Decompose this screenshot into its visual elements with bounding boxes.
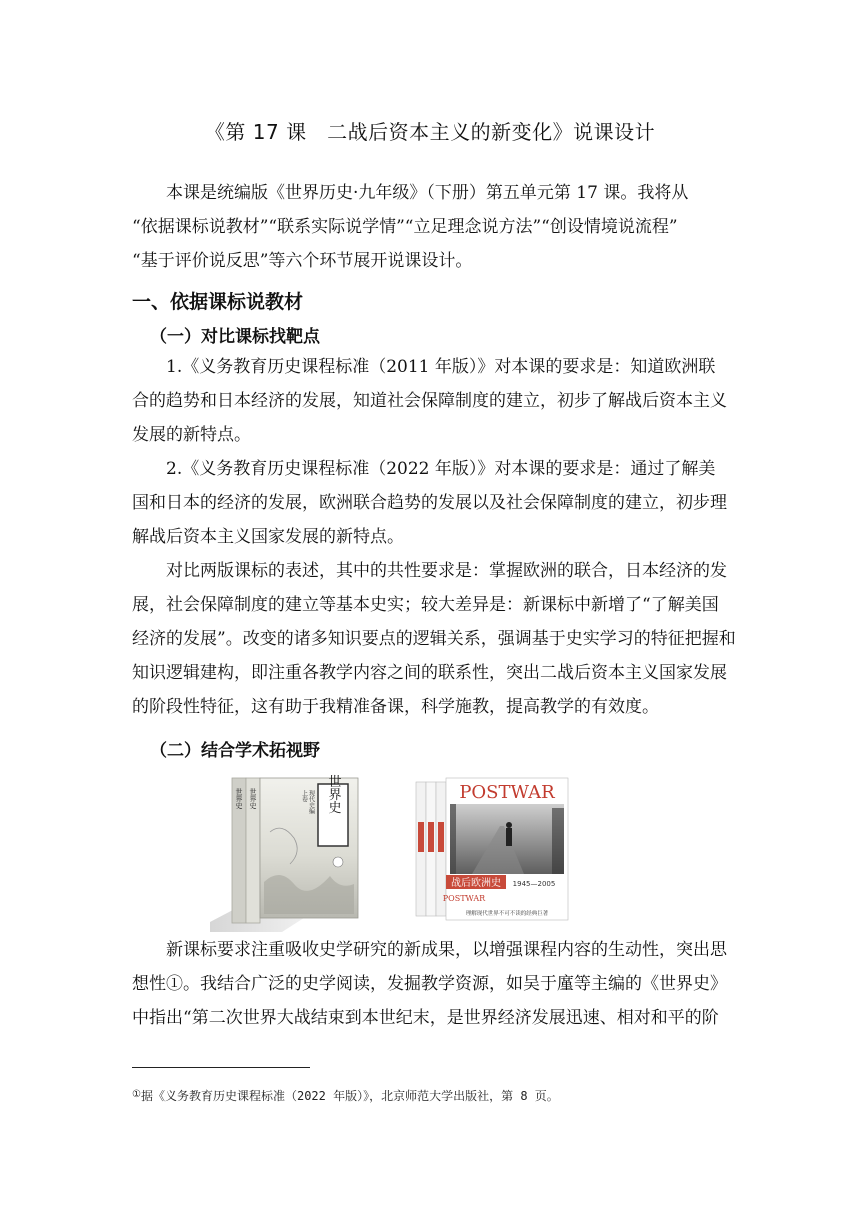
footnote-text: 据《义务教育历史课程标准（2022 年版）》，北京师范大学出版社，第 8 页。 <box>140 1089 559 1103</box>
text-line: “基于评价说反思”等六个环节展开说课设计。 <box>132 251 473 271</box>
spine-title: 世界史 <box>249 788 257 809</box>
postwar-europe-book-image <box>412 772 572 936</box>
text-line: “依据课标说教材”“联系实际说学情”“立足理念说方法”“创设情境说流程” <box>132 217 678 237</box>
text-line: 新课标要求注重吸收史学研究的新成果，以增强课程内容的生动性，突出思 <box>166 940 727 960</box>
text-line: 想性①。我结合广泛的史学阅读，发掘教学资源，如吴于廑等主编的《世界史》 <box>132 974 727 994</box>
text-line: 经济的发展”。改变的诸多知识要点的逻辑关系，强调基于史实学习的特征把握和 <box>132 629 736 649</box>
world-history-book-image <box>190 772 370 938</box>
cover-volume: 上卷 <box>300 790 308 802</box>
footnote <box>132 1087 559 1104</box>
text-line: 合的趋势和日本经济的发展，知道社会保障制度的建立，初步了解战后资本主义 <box>132 391 727 411</box>
footnote-mark: ① <box>132 1089 141 1100</box>
standard-2011-paragraph <box>132 350 738 452</box>
spine-title: 世界史 <box>235 788 243 809</box>
text-line: 对比两版课标的表述，其中的共性要求是：掌握欧洲的联合，日本经济的发 <box>166 561 727 581</box>
text-line: 发展的新特点。 <box>132 425 251 445</box>
text-line: 国和日本的经济的发展，欧洲联合趋势的发展以及社会保障制度的建立，初步理 <box>132 493 727 513</box>
years: 1945—2005 <box>512 880 556 888</box>
footnote-divider <box>132 1067 310 1068</box>
brand-title: POSTWAR <box>459 782 555 803</box>
text-line: 的阶段性特征，这有助于我精准备课，科学施教，提高教学的有效度。 <box>132 697 659 717</box>
text-line: 知识逻辑建构，即注重各教学内容之间的联系性，突出二战后资本主义国家发展 <box>132 663 727 683</box>
standard-2022-paragraph <box>132 452 738 554</box>
cn-title: 战后欧洲史 <box>451 878 501 889</box>
subsection-heading: （二）结合学术拓视野 <box>150 741 320 761</box>
tagline: 理解现代世界不可不读的经典巨著 <box>465 911 549 917</box>
text-line: 2.《义务教育历史课程标准（2022 年版）》对本课的要求是：通过了解美 <box>166 459 716 479</box>
cover-title: 世界史 <box>325 774 341 814</box>
text-line: 解战后资本主义国家发展的新特点。 <box>132 527 404 547</box>
cover-subtitle: 现代史编 <box>307 790 315 814</box>
publisher-logo <box>333 857 343 867</box>
text-line: 中指出“第二次世界大战结束到本世纪末，是世界经济发展迅速、相对和平的阶 <box>132 1008 719 1028</box>
academic-paragraph <box>132 933 738 1035</box>
brand-small: POSTWAR <box>442 894 486 903</box>
text-line: 本课是统编版《世界历史·九年级》（下册）第五单元第 17 课。我将从 <box>166 183 689 203</box>
text-line: 1.《义务教育历史课程标准（2011 年版）》对本课的要求是：知道欧洲联 <box>166 357 716 377</box>
intro-paragraph <box>132 176 738 278</box>
text-line: 展，社会保障制度的建立等基本史实；较大差异是：新课标中新增了“了解美国 <box>132 595 719 615</box>
comparison-paragraph <box>132 554 738 724</box>
page-title: 《第 17 课 二战后资本主义的新变化》说课设计 <box>204 120 656 144</box>
subsection-heading: （一）对比课标找靶点 <box>150 327 320 347</box>
section-heading: 一、依据课标说教材 <box>132 291 304 313</box>
